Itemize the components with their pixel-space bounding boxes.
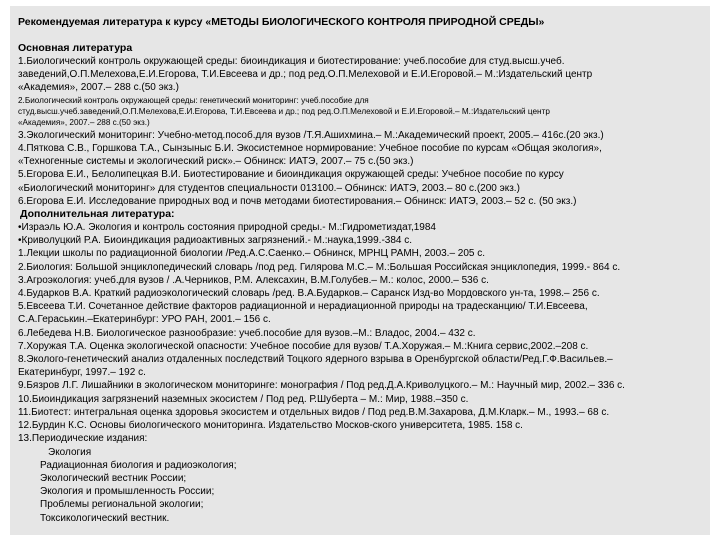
periodical-item: Проблемы региональной экологии;: [40, 499, 204, 511]
extra-literature-line: С.А.Гераськин.–Екатеринбург: УРО РАН, 2001.– 156 с.: [18, 314, 271, 326]
periodical-item: Токсикологический вестник.: [40, 512, 170, 524]
periodical-item: Экология и промышленность России;: [40, 486, 215, 498]
extra-literature-line: 1.Лекции школы по радиационной биологии /Ред.А.С.Саенко.– Обнинск, МРНЦ РАМН, 2003.– 205 с.: [18, 248, 486, 260]
extra-literature-line: 8.Эколого-генетический анализ отдаленных последствий Тоцкого ядерного взрыва в Оренбургской области/Ред.Г.Ф.Васильев.–: [18, 354, 613, 366]
main-literature-line: «Биологический мониторинг» для студентов специальности 013100.– Обнинск: ИАТЭ, 2003.– 80 с.(200 экз.): [18, 182, 520, 194]
extra-literature-line: 12.Бурдин К.С. Основы биологического мониторинга. Издательство Москов-ского университета, 1985. 158 с.: [18, 420, 523, 432]
extra-literature-line: 5.Евсеева Т.И. Сочетанное действие факторов радиационной и нерадиационной природы на традесканцию/ Т.И.Евсеева,: [18, 301, 588, 313]
main-literature-line: 1.Биологический контроль окружающей среды: биоиндикация и биотестирование: учеб.пособие для студ.высш.учеб.: [18, 56, 565, 67]
extra-literature-line: 3.Агроэкология: учеб.для вузов / .А.Черников, Р.М. Алексахин, В.М.Голубев.– М.: колос, 2000.– 536 с.: [18, 274, 489, 286]
document-title: Рекомендуемая литература к курсу «МЕТОДЫ БИОЛОГИЧЕСКОГО КОНТРОЛЯ ПРИРОДНОЙ СРЕДЫ»: [18, 16, 545, 28]
periodical-item: Экология: [48, 446, 92, 458]
main-literature-heading: Основная литература: [18, 42, 133, 54]
main-literature-line: 4.Пяткова С.В., Горшкова Т.А., Сынзыныс Б.И. Экосистемное нормирование: Учебное пособие по курсам «Общая экология»,: [18, 143, 602, 155]
extra-literature-line: 13.Периодические издания:: [18, 433, 148, 445]
main-literature-line: заведений,О.П.Мелехова,Е.И.Егорова, Т.И.Евсеева и др.; под ред.О.П.Мелеховой и Е.И.Егоровой.– М.:Издательский центр: [18, 69, 593, 81]
main-literature-line: «Техногенные системы и экологический риск».– Обнинск: ИАТЭ, 2007.– 75 с.(50 экз.): [18, 156, 414, 168]
extra-literature-line: 10.Биоиндикация загрязнений наземных экосистем / Под ред. Р.Шуберта – М.: Мир, 1988.–350 с.: [18, 393, 469, 405]
main-literature-line: 6.Егорова Е.И. Исследование природных вод и почв методами биотестирования.– Обнинск: ИАТЭ, 2003.– 52 с. (50 экз.): [18, 195, 577, 207]
main-literature-line: «Академия», 2007.– 288 с.(50 экз.): [18, 82, 179, 94]
extra-literature-line: •Криволуцкий Р.А. Биоиндикация радиоактивных загрязнений.- М.:наука,1999.-384 с.: [18, 235, 413, 247]
document-page: [10, 6, 710, 535]
extra-literature-line: •Израэль Ю.А. Экология и контроль состояния природной среды.- М.:Гидрометиздат,1984: [18, 222, 436, 234]
extra-literature-line: 7.Хоружая Т.А. Оценка экологической опасности: Учебное пособие для вузов/ Т.А.Хоружая.– М.:Книга сервис,2002.–208 с.: [18, 340, 589, 352]
extra-literature-line: 4.Бударков В.А. Краткий радиоэкологический словарь /ред. В.А.Бударков.– Саранск Изд-во Мордовского ун-та, 1998.– 256 с.: [18, 288, 600, 300]
periodical-item: Радиационная биология и радиоэкология;: [40, 459, 237, 471]
periodical-item: Экологический вестник России;: [40, 472, 187, 484]
extra-literature-line: 9.Бязров Л.Г. Лишайники в экологическом мониторинге: монография / Под ред.Д.А.Криволуцкого.– М.: Научный мир, 2002.– 336 с.: [18, 380, 625, 392]
extra-literature-line: 2.Биология: Большой энциклопедический словарь /под ред. Гилярова М.С.– М.:Большая Российская энциклопедия, 1999.- 864 с.: [18, 261, 621, 273]
extra-literature-line: 6.Лебедева Н.В. Биологическое разнообразие: учеб.пособие для вузов.–М.: Владос, 2004.– 432 с.: [18, 327, 476, 339]
extra-literature-line: 11.Биотест: интегральная оценка здоровья экосистем и отдельных видов / Под ред.В.М.Захарова, Д.М.Кларк.– М., 1993.– 68 с.: [18, 406, 610, 418]
extra-literature-line: Екатеринбург, 1997.– 192 с.: [18, 367, 146, 379]
extra-literature-heading: Дополнительная литература:: [20, 208, 175, 221]
main-literature-small-line: 2.Биологический контроль окружающей среды: генетический мониторинг: учеб.пособие для: [18, 95, 369, 105]
main-literature-small-line: «Академия», 2007.– 288 с.(50 экз.): [18, 118, 150, 128]
main-literature-line: 3.Экологический мониторинг: Учебно-метод.пособ.для вузов /Т.Я.Ашихмина.– М.:Академический проект, 2005.– 416с.(20 экз.): [18, 129, 604, 141]
main-literature-small-line: студ.высш.учеб.заведений,О.П.Мелехова,Е.И.Егорова, Т.И.Евсеева и др.; под ред.О.П.Мелеховой и Е.И.Егоровой.– М.:Издательский центр: [18, 107, 550, 117]
main-literature-line: 5.Егорова Е.И., Белолипецкая В.И. Биотестирование и биоиндикация окружающей среды: Учебное пособие по курсу: [18, 169, 564, 181]
